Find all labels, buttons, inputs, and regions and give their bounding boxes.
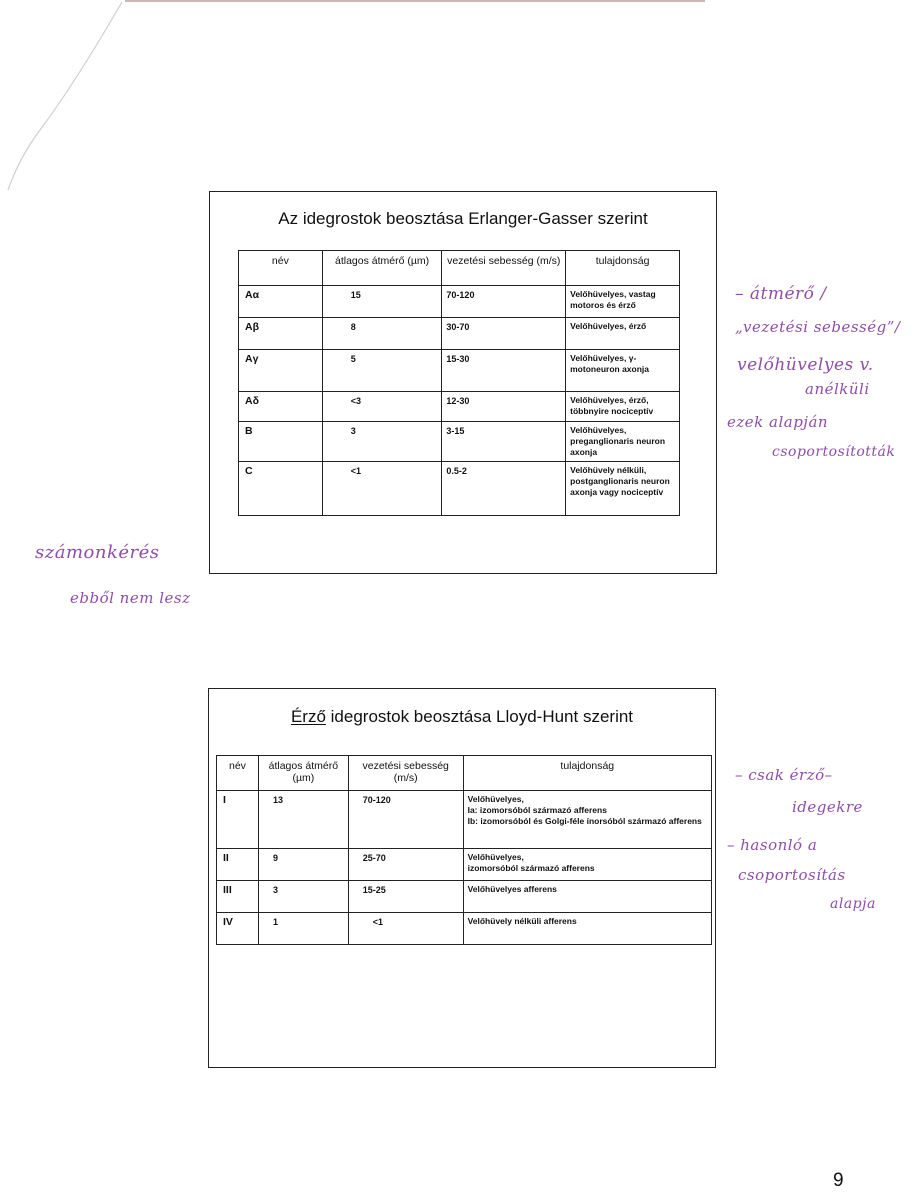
- page-number: 9: [833, 1170, 844, 1191]
- row-name: Aγ: [239, 350, 323, 392]
- note-line: ezek alapján: [727, 413, 829, 431]
- property-line: Velőhüvely nélküli afferens: [467, 916, 577, 926]
- header-speed: vezetési sebesség (m/s): [442, 251, 566, 286]
- table-row: [217, 913, 712, 945]
- note-line: ebből nem lesz: [70, 589, 191, 607]
- table-row: [217, 849, 712, 881]
- table-row: [239, 286, 680, 318]
- row-speed: 12-30: [442, 392, 566, 422]
- note-line: csoportosították: [772, 444, 896, 460]
- row-diameter: 8: [322, 318, 442, 350]
- row-diameter: 5: [322, 350, 442, 392]
- row-name: Aδ: [239, 392, 323, 422]
- slide2-title-underlined: Érző: [290, 707, 326, 726]
- note-line: anélküli: [805, 380, 870, 398]
- header-property: tulajdonság: [463, 756, 711, 791]
- top-edge-line: [125, 0, 705, 2]
- row-property: Velőhüvelyes, preganglionaris neuron axonja: [566, 422, 680, 462]
- row-name: Aβ: [239, 318, 323, 350]
- row-property: [463, 881, 711, 913]
- lloyd-hunt-table: [216, 755, 712, 945]
- note-line: csoportosítás: [738, 866, 846, 884]
- slide-lloyd-hunt: [208, 688, 716, 1068]
- table-row: [239, 350, 680, 392]
- note-line: idegekre: [792, 798, 863, 816]
- header-name: név: [239, 251, 323, 286]
- row-name: III: [217, 881, 259, 913]
- property-line: izomorsóból származó afferens: [467, 863, 595, 873]
- row-property: Velőhüvelyes, vastag motoros és érző: [566, 286, 680, 318]
- property-line: Velőhüvelyes afferens: [467, 884, 557, 894]
- property-line: Velőhüvelyes,: [467, 794, 524, 804]
- row-diameter: 1: [258, 913, 348, 945]
- row-property: Velőhüvelyes, érző: [566, 318, 680, 350]
- row-property: [463, 849, 711, 881]
- row-property: [463, 913, 711, 945]
- header-name: név: [217, 756, 259, 791]
- row-name: I: [217, 791, 259, 849]
- table-row: [239, 462, 680, 516]
- table-row: [239, 318, 680, 350]
- row-diameter: 9: [258, 849, 348, 881]
- slide-erlanger-gasser: [209, 191, 717, 574]
- row-speed: 0.5-2: [442, 462, 566, 516]
- row-diameter: 3: [322, 422, 442, 462]
- row-speed: 15-25: [348, 881, 463, 913]
- row-speed: 70-120: [348, 791, 463, 849]
- row-name: Aα: [239, 286, 323, 318]
- row-name: IV: [217, 913, 259, 945]
- table-row: [239, 392, 680, 422]
- row-diameter: <1: [322, 462, 442, 516]
- row-speed: <1: [348, 913, 463, 945]
- table-row: [217, 881, 712, 913]
- row-diameter: 15: [322, 286, 442, 318]
- row-name: C: [239, 462, 323, 516]
- note-line: számonkérés: [35, 542, 160, 563]
- slide2-title: [209, 707, 715, 727]
- row-diameter: <3: [322, 392, 442, 422]
- slide1-title: Az idegrostok beosztása Erlanger-Gasser szerint: [278, 209, 648, 228]
- table-row: [239, 422, 680, 462]
- note-line: – hasonló a: [727, 836, 818, 854]
- header-diameter: átlagos átmérő (µm): [258, 756, 348, 791]
- row-property: Velőhüvelyes, érző, többnyire nociceptív: [566, 392, 680, 422]
- table-row: [217, 791, 712, 849]
- corner-crease-mark: [0, 0, 130, 200]
- header-property: tulajdonság: [566, 251, 680, 286]
- slide2-title-rest: idegrostok beosztása Lloyd-Hunt szerint: [325, 707, 634, 726]
- table-header-row: [217, 756, 712, 791]
- row-speed: 15-30: [442, 350, 566, 392]
- note-line: velőhüvelyes v.: [737, 355, 874, 375]
- row-speed: 70-120: [442, 286, 566, 318]
- row-speed: 3-15: [442, 422, 566, 462]
- row-diameter: 3: [258, 881, 348, 913]
- note-line: – csak érző–: [735, 766, 833, 784]
- row-property: Velőhüvelyes, γ-motoneuron axonja: [566, 350, 680, 392]
- row-speed: 25-70: [348, 849, 463, 881]
- row-name: II: [217, 849, 259, 881]
- row-property: [463, 791, 711, 849]
- property-line: Velőhüvelyes,: [467, 852, 524, 862]
- erlanger-gasser-table: [238, 250, 680, 516]
- note-line: „vezetési sebesség”/: [735, 318, 901, 336]
- note-line: alapja: [830, 896, 876, 912]
- row-diameter: 13: [258, 791, 348, 849]
- row-property: Velőhüvely nélküli, postganglionaris neuron axonja vagy nociceptív: [566, 462, 680, 516]
- row-speed: 30-70: [442, 318, 566, 350]
- row-name: B: [239, 422, 323, 462]
- header-diameter: átlagos átmérő (µm): [322, 251, 442, 286]
- property-line: Ib: izomorsóból és Golgi-féle ínorsóból származó afferens: [467, 816, 702, 826]
- header-speed: vezetési sebesség (m/s): [348, 756, 463, 791]
- table-header-row: [239, 251, 680, 286]
- note-line: – átmérő /: [735, 284, 827, 304]
- property-line: Ia: izomorsóból származó afferens: [467, 805, 607, 815]
